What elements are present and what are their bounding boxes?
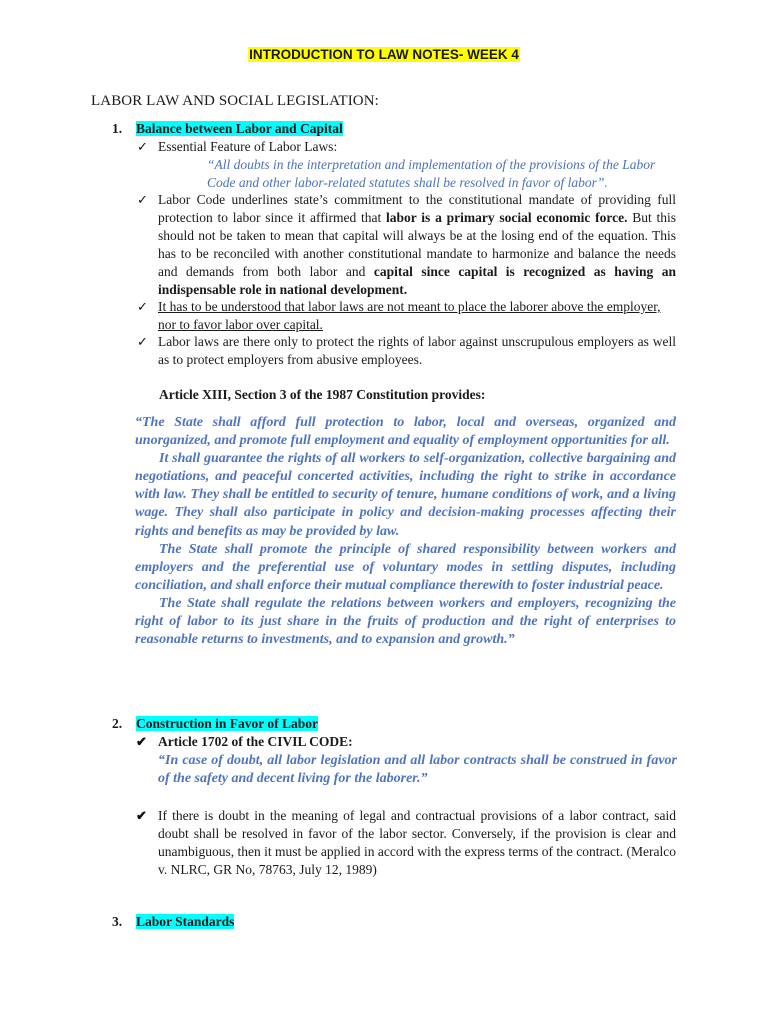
check-icon: ✓ [137,139,148,154]
item-1-heading-text: Balance between Labor and Capital [136,121,343,136]
item-3-number: 3. [112,914,123,929]
item-1-bullet-2 [158,191,676,299]
item-2-bullet-2: If there is doubt in the meaning of legal and contractual provisions of a labor contract, said doubt shall be resolved in favor of the labor sector. Conversely, if the provision is clear and unambiguous, then it must be applied in accord with the express terms of the contract. (Meralco v. NLRC, GR No, 78763, July 12, 1989) [158,808,676,877]
check-icon: ✔ [136,734,147,749]
page-title-text: INTRODUCTION TO LAW NOTES- WEEK 4 [249,47,519,62]
article-heading: Article XIII, Section 3 of the 1987 Constitution provides: [159,387,486,402]
item-1-heading [112,121,343,137]
item-1-bullet-2-bold-1: labor is a primary social economic force. [386,210,628,225]
check-icon: ✓ [137,334,148,349]
item-3-heading-text: Labor Standards [136,914,235,929]
item-1-bullet-2-bold-2: capital since capital is recognized as having an indispensable role in national development. [158,264,676,297]
check-icon: ✓ [137,299,148,314]
constitution-paragraph-3: The State shall promote the principle of shared responsibility between workers and employers and the preferential use of voluntary modes in settling disputes, including conciliation, and shall enforce their mutual compliance therewith to foster industrial peace. [135,541,676,593]
item-1-bullet-3-line-2: nor to favor labor over capital. [158,317,323,332]
item-1-bullet-1-label: Essential Feature of Labor Laws: [158,139,338,154]
item-2-heading-text: Construction in Favor of Labor [136,716,319,731]
item-1-number: 1. [112,121,123,136]
constitution-paragraph-2: It shall guarantee the rights of all workers to self-organization, collective bargaining and negotiations, and peaceful concerted activities, including the right to strike in accordance with law. They shall be entitled to security of tenure, humane conditions of work, and a living wage. They shall also participate in policy and decision-making processes affecting their rights and benefits as may be provided by law. [135,451,676,539]
section-heading: LABOR LAW AND SOCIAL LEGISLATION: [91,93,379,109]
constitution-paragraph-1: “The State shall afford full protection to labor, local and overseas, organized and unorganized, and promote full employment and equality of employment opportunities for all. [135,415,676,449]
item-1-bullet-2-text-1: Labor Code underlines state’s commitment to the constitutional mandate of providing full protection to labor since it affirmed that [158,192,676,225]
item-2-bullet-1-label: Article 1702 of the CIVIL CODE: [158,734,353,749]
constitution-quote [135,414,676,649]
constitution-paragraph-4: The State shall regulate the relations between workers and employers, recognizing the right of labor to its just share in the fruits of production and the right of enterprises to reasonable returns to investments, and to expansion and growth.” [135,595,676,648]
item-2-number: 2. [112,716,123,731]
item-2-civil-code-quote: “In case of doubt, all labor legislation and all labor contracts shall be construed in favor of the safety and decent living for the laborer.” [158,753,677,787]
item-1-bullet-1-quote-line-2: Code and other labor-related statutes shall be resolved in favor of labor”. [207,175,608,190]
page-title [0,47,768,62]
item-1-bullet-3-line-1: It has to be understood that labor laws are not meant to place the laborer above the employer, [158,299,661,314]
item-1-bullet-1-quote-line-1: “All doubts in the interpretation and implementation of the provisions of the Labor [207,157,656,172]
check-icon: ✓ [137,192,148,207]
item-3-heading [112,914,234,930]
item-1-bullet-2-text-2: But this should not be taken to mean that capital will always be at the losing end of the equation. This has to be reconciled with another constitutional mandate to harmonize and balance the needs and demands from both labor and [158,210,676,279]
item-2-heading [112,716,318,732]
check-icon: ✔ [136,808,147,823]
item-1-bullet-4: Labor laws are there only to protect the rights of labor against unscrupulous employers as well as to protect employers from abusive employees. [158,334,676,367]
